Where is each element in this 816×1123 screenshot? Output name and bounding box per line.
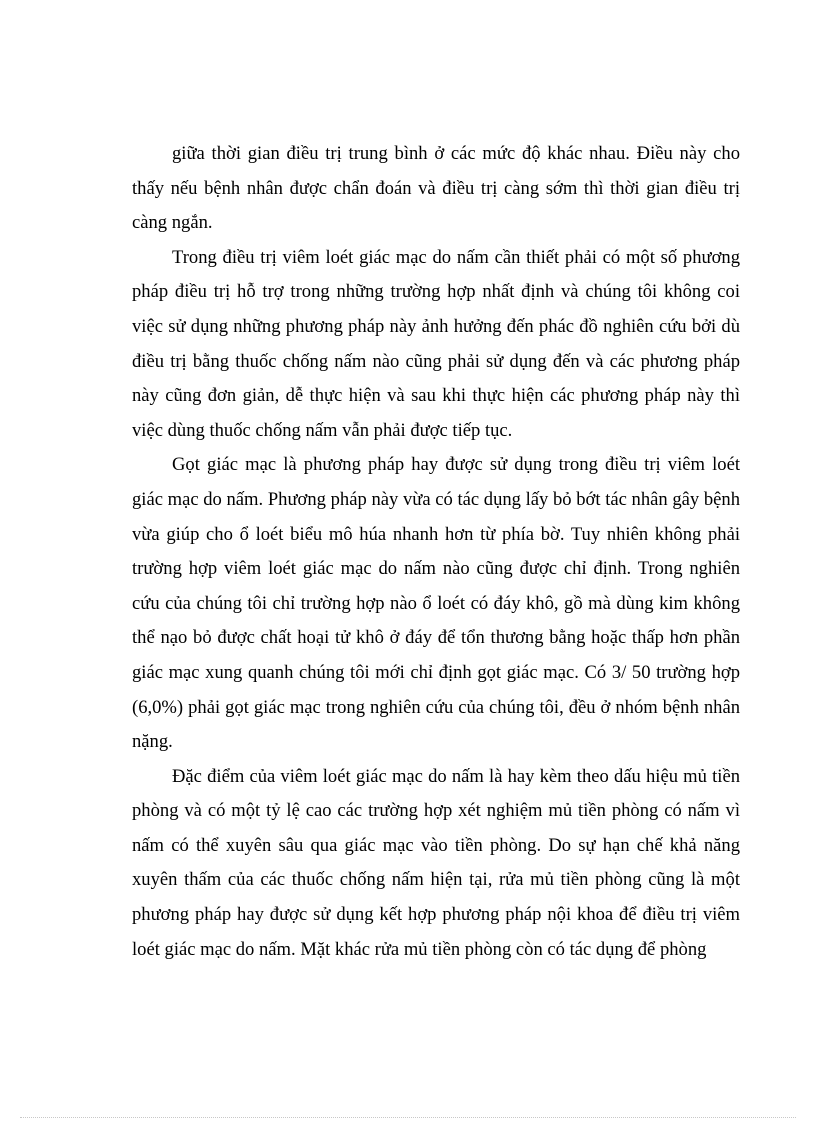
page-bottom-divider [20,1117,796,1118]
paragraph-3: Gọt giác mạc là phương pháp hay được sử dụng trong điều trị viêm loét giác mạc do nấm. Phương pháp này vừa có tác dụng lấy bỏ bớt tác nhân gây bệnh vừa giúp cho ổ loét biểu mô húa nhanh hơn từ phía bờ. Tuy nhiên không phải trường hợp viêm loét giác mạc do nấm nào cũng được chỉ định. Trong nghiên cứu của chúng tôi chỉ trường hợp nào ổ loét có đáy khô, gồ mà dùng kim không thể nạo bỏ được chất hoại tử khô ở đáy để tổn thương bằng hoặc thấp hơn phần giác mạc xung quanh chúng tôi mới chỉ định gọt giác mạc. Có 3/ 50 trường hợp (6,0%) phải gọt giác mạc trong nghiên cứu của chúng tôi, đều ở nhóm bệnh nhân nặng. [132,454,740,753]
paragraph-2: Trong điều trị viêm loét giác mạc do nấm cần thiết phải có một số phương pháp điều trị hỗ trợ trong những trường hợp nhất định và chúng tôi không coi việc sử dụng những phương pháp này ảnh hưởng đến phác đồ nghiên cứu bởi dù điều trị bằng thuốc chống nấm nào cũng phải sử dụng đến và các phương pháp này cũng đơn giản, dễ thực hiện và sau khi thực hiện các phương pháp này thì việc dùng thuốc chống nấm vẫn phải được tiếp tục. [132,246,740,441]
document-body [132,137,740,967]
paragraph-4: Đặc điểm của viêm loét giác mạc do nấm là hay kèm theo dấu hiệu mủ tiền phòng và có một tỷ lệ cao các trường hợp xét nghiệm mủ tiền phòng có nấm vì nấm có thể xuyên sâu qua giác mạc vào tiền phòng. Do sự hạn chế khả năng xuyên thấm của các thuốc chống nấm hiện tại, rửa mủ tiền phòng cũng là một phương pháp hay được sử dụng kết hợp phương pháp nội khoa để điều trị viêm loét giác mạc do nấm. Mặt khác rửa mủ tiền phòng còn có tác dụng để phòng [132,765,740,960]
paragraph-1: giữa thời gian điều trị trung bình ở các mức độ khác nhau. Điều này cho thấy nếu bệnh nhân được chẩn đoán và điều trị càng sớm thì thời gian điều trị càng ngắn. [132,143,740,234]
